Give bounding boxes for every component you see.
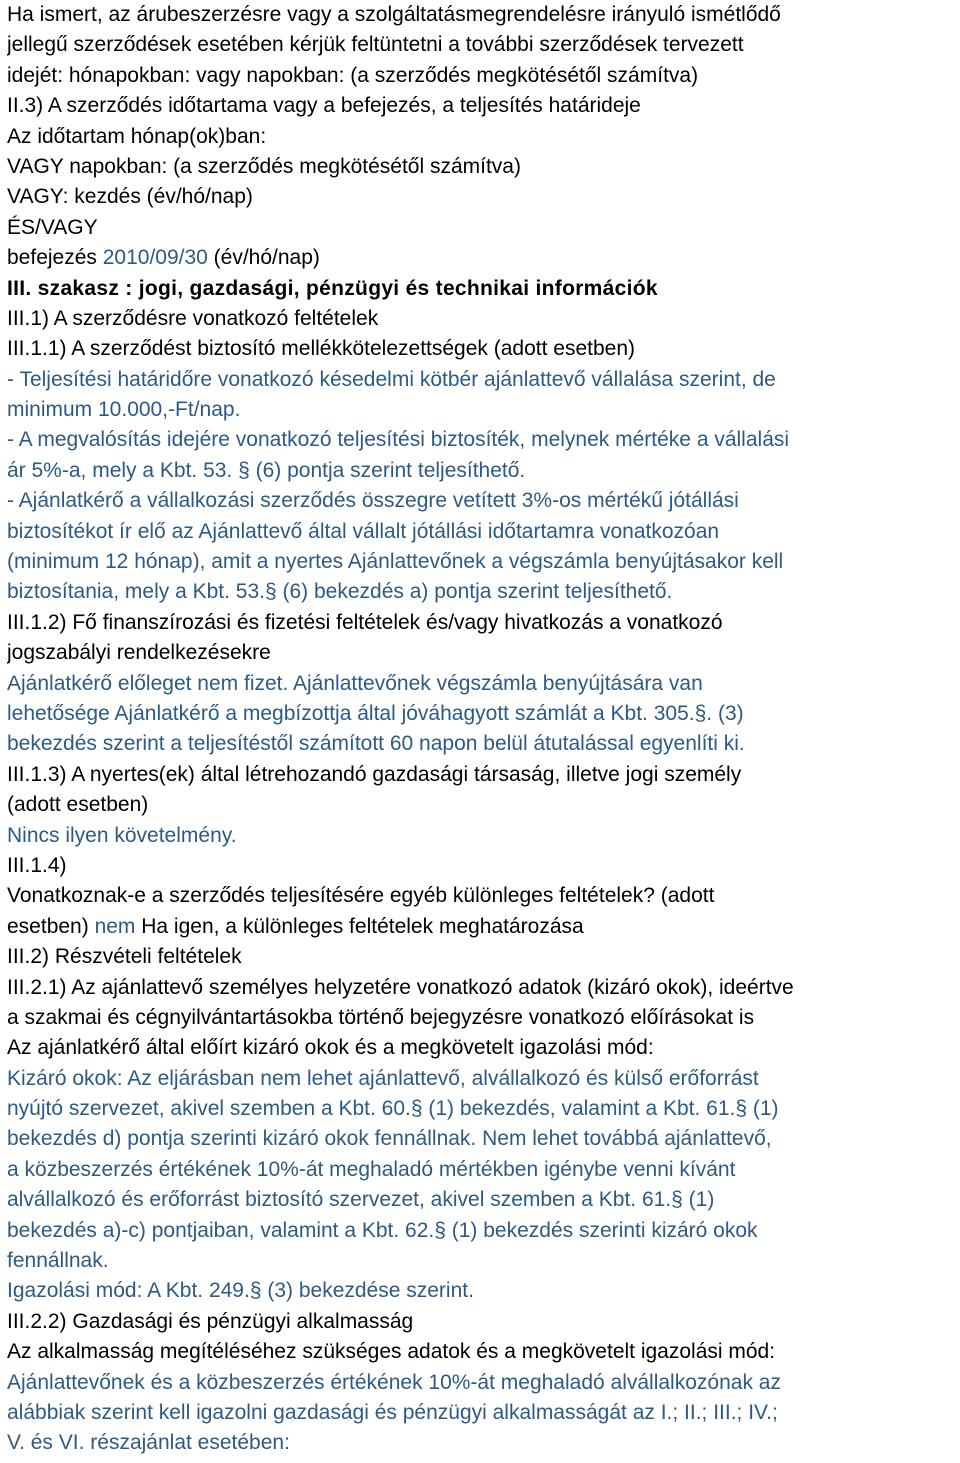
filled-value: bekezdés d) pontja szerinti kizáró okok fennállnak. Nem lehet továbbá ajánlattevő,: [7, 1127, 772, 1151]
text-line: [7, 365, 960, 395]
text-line: [7, 182, 960, 212]
form-label: Ha igen, a különleges feltételek meghatározása: [135, 914, 584, 938]
filled-value: alvállalkozó és erőforrást biztosító szervezet, akivel szemben a Kbt. 61.§ (1): [7, 1188, 715, 1212]
form-label: (év/hó/nap): [207, 246, 320, 270]
filled-value: ár 5%-a, mely a Kbt. 53. § (6) pontja szerint teljesíthető.: [7, 458, 526, 482]
form-label: Az ajánlatkérő által előírt kizáró okok és a megkövetelt igazolási mód:: [7, 1036, 654, 1060]
text-line: [7, 61, 960, 91]
text-line: [7, 456, 960, 486]
section-heading: III. szakasz : jogi, gazdasági, pénzügyi és technikai információk: [7, 276, 658, 300]
form-label: idejét: hónapokban: vagy napokban: (a szerződés megkötésétől számítva): [7, 63, 699, 87]
text-line: [7, 30, 960, 60]
filled-value: bekezdés a)-c) pontjaiban, valamint a Kbt. 62.§ (1) bekezdés szerinti kizáró okok: [7, 1218, 758, 1242]
text-line: [7, 1003, 960, 1033]
text-line: [7, 243, 960, 273]
form-label: III.2.2) Gazdasági és pénzügyi alkalmasság: [7, 1309, 414, 1333]
form-label: III.1.2) Fő finanszírozási és fizetési feltételek és/vagy hivatkozás a vonatkozó: [7, 610, 723, 634]
form-label: jogszabályi rendelkezésekre: [7, 641, 271, 665]
text-line: [7, 425, 960, 455]
text-line: [7, 1033, 960, 1063]
text-line: [7, 851, 960, 881]
filled-value: - Ajánlatkérő a vállalkozási szerződés összegre vetített 3%-os mértékű jótállási: [7, 489, 739, 513]
text-line: [7, 547, 960, 577]
form-label: befejezés: [7, 246, 103, 270]
text-line: [7, 1428, 960, 1458]
form-label: Ha ismert, az árubeszerzésre vagy a szolgáltatásmegrendelésre irányuló ismétlődő: [7, 3, 781, 26]
text-line: [7, 1124, 960, 1154]
filled-value: Ajánlattevőnek és a közbeszerzés értékének 10%-át meghaladó alvállalkozónak az: [7, 1370, 781, 1394]
text-line: [7, 1246, 960, 1276]
text-line: [7, 1307, 960, 1337]
filled-value: V. és VI. részajánlat esetében:: [7, 1431, 290, 1455]
text-line: [7, 881, 960, 911]
text-line: [7, 122, 960, 152]
text-line: [7, 729, 960, 759]
text-line: [7, 608, 960, 638]
filled-value: 2010/09/30: [102, 246, 208, 270]
text-line: [7, 699, 960, 729]
form-label: jellegű szerződések esetében kérjük feltüntetni a további szerződések tervezett: [7, 33, 744, 57]
filled-value: - Teljesítési határidőre vonatkozó késedelmi kötbér ajánlattevő vállalása szerint, de: [7, 367, 776, 391]
form-label: III.2.1) Az ajánlattevő személyes helyzetére vonatkozó adatok (kizáró okok), ideértve: [7, 975, 794, 999]
filled-value: Igazolási mód: A Kbt. 249.§ (3) bekezdése szerint.: [7, 1279, 474, 1303]
form-label: III.1.1) A szerződést biztosító mellékkötelezettségek (adott esetben): [7, 337, 636, 361]
text-line: [7, 1185, 960, 1215]
text-line: [7, 1337, 960, 1367]
form-label: III.2) Részvételi feltételek: [7, 945, 242, 969]
text-line: [7, 0, 960, 30]
form-label: (adott esetben): [7, 793, 149, 817]
filled-value: nem: [94, 914, 136, 938]
form-label: Az alkalmasság megítéléséhez szükséges adatok és a megkövetelt igazolási mód:: [7, 1340, 776, 1364]
text-line: [7, 213, 960, 243]
form-label: Az időtartam hónap(ok)ban:: [7, 124, 267, 148]
text-line: [7, 790, 960, 820]
form-label: III.1.3) A nyertes(ek) által létrehozandó gazdasági társaság, illetve jogi személy: [7, 762, 742, 786]
text-line: [7, 395, 960, 425]
text-line: [7, 1276, 960, 1306]
filled-value: (minimum 12 hónap), amit a nyertes Ajánlattevőnek a végszámla benyújtásakor kell: [7, 550, 784, 574]
filled-value: fennállnak.: [7, 1249, 109, 1273]
filled-value: biztosítékot ír elő az Ajánlattevő által vállalt jótállási időtartamra vonatkozóan: [7, 519, 720, 543]
text-line: [7, 486, 960, 516]
form-label: II.3) A szerződés időtartama vagy a befejezés, a teljesítés határideje: [7, 94, 641, 118]
form-label: III.1.4): [7, 853, 67, 877]
text-line: [7, 1064, 960, 1094]
text-line: [7, 942, 960, 972]
filled-value: Kizáró okok: Az eljárásban nem lehet ajánlattevő, alvállalkozó és külső erőforrást: [7, 1066, 759, 1090]
filled-value: biztosítania, mely a Kbt. 53.§ (6) bekezdés a) pontja szerint teljesíthető.: [7, 580, 673, 604]
text-line: [7, 669, 960, 699]
text-line: [7, 1155, 960, 1185]
text-line: [7, 973, 960, 1003]
form-label: a szakmai és cégnyilvántartásokba történő bejegyzésre vonatkozó előírásokat is: [7, 1005, 755, 1029]
text-line: [7, 1094, 960, 1124]
text-line: [7, 912, 960, 942]
filled-value: nyújtó szervezet, akivel szemben a Kbt. 60.§ (1) bekezdés, valamint a Kbt. 61.§ (1): [7, 1097, 779, 1121]
text-line: [7, 760, 960, 790]
filled-value: bekezdés szerint a teljesítéstől számított 60 napon belül átutalással egyenlíti ki.: [7, 732, 745, 756]
form-label: Vonatkoznak-e a szerződés teljesítésére egyéb különleges feltételek? (adott: [7, 884, 715, 908]
filled-value: Nincs ilyen követelmény.: [7, 823, 237, 847]
text-line: [7, 274, 960, 304]
text-line: [7, 334, 960, 364]
form-label: VAGY: kezdés (év/hó/nap): [7, 185, 253, 209]
form-label: III.1) A szerződésre vonatkozó feltételek: [7, 306, 379, 330]
text-line: [7, 638, 960, 668]
filled-value: a közbeszerzés értékének 10%-át meghaladó mértékben igénybe venni kívánt: [7, 1157, 736, 1181]
filled-value: Ajánlatkérő előleget nem fizet. Ajánlattevőnek végszámla benyújtására van: [7, 671, 703, 695]
text-line: [7, 821, 960, 851]
filled-value: alábbiak szerint kell igazolni gazdasági és pénzügyi alkalmasságát az I.; II.; III.; IV.;: [7, 1400, 778, 1424]
form-label: VAGY napokban: (a szerződés megkötésétől számítva): [7, 154, 521, 178]
text-line: [7, 1216, 960, 1246]
text-line: [7, 91, 960, 121]
text-line: [7, 1368, 960, 1398]
text-line: [7, 304, 960, 334]
filled-value: lehetősége Ajánlatkérő a megbízottja által jóváhagyott számlát a Kbt. 305.§. (3): [7, 701, 744, 725]
filled-value: minimum 10.000,-Ft/nap.: [7, 398, 241, 422]
form-label: ÉS/VAGY: [7, 215, 98, 239]
text-line: [7, 1398, 960, 1428]
text-line: [7, 517, 960, 547]
form-label: esetben): [7, 914, 95, 938]
filled-value: - A megvalósítás idejére vonatkozó teljesítési biztosíték, melynek mértéke a vállalási: [7, 428, 790, 452]
text-line: [7, 152, 960, 182]
text-line: [7, 577, 960, 607]
